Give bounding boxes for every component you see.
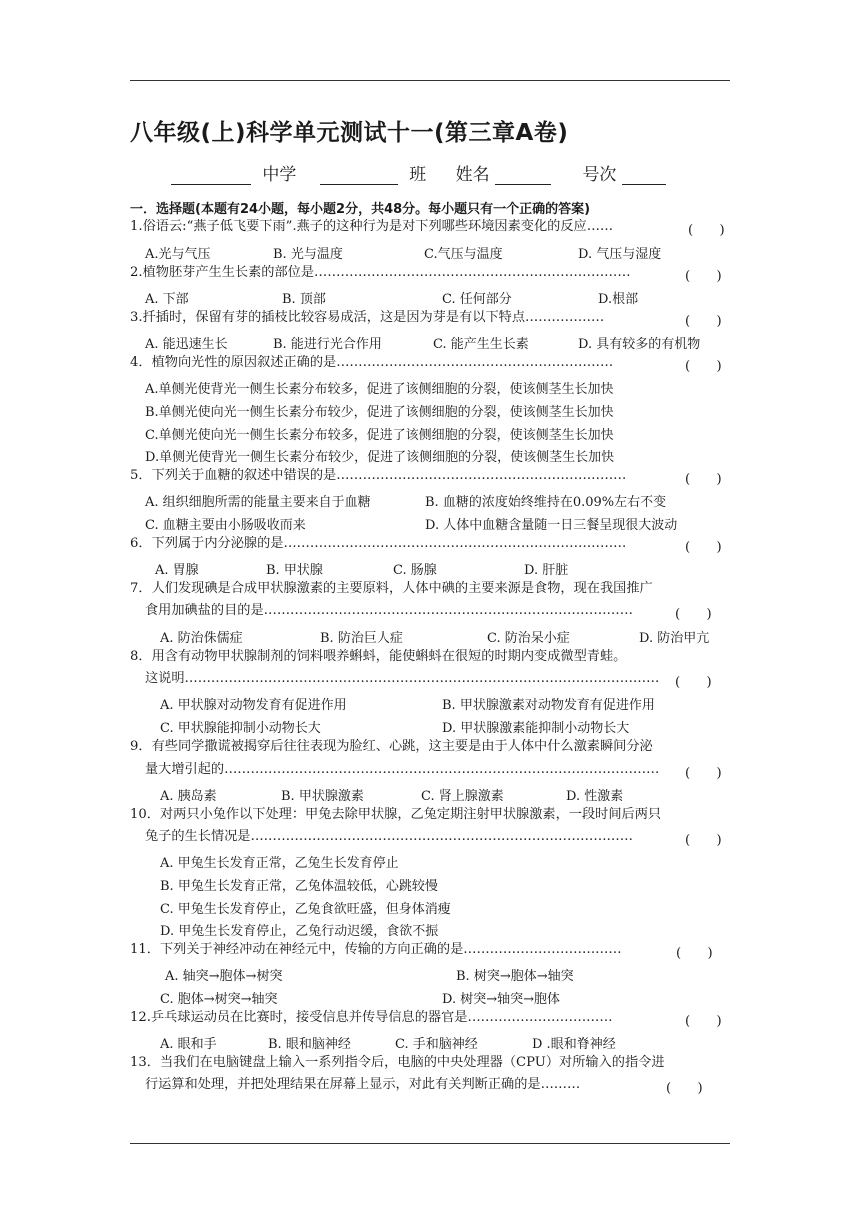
option-d[interactable]: D. 甲兔生长发育停止，乙兔行动迟缓，食欲不振 bbox=[160, 924, 439, 939]
option-b[interactable]: B. 甲状腺激素对动物发育有促进作用 bbox=[442, 698, 655, 713]
school-label: 中学 bbox=[262, 165, 297, 185]
school-blank[interactable] bbox=[171, 166, 251, 185]
option-c[interactable]: C. 甲状腺能抑制小动物长大 bbox=[160, 721, 321, 736]
option-b[interactable]: B. 甲状腺激素 bbox=[281, 789, 364, 804]
option-a[interactable]: A. 眼和手 bbox=[160, 1037, 217, 1052]
number-label: 号次 bbox=[582, 165, 617, 185]
page-title: 八年级(上)科学单元测试十一(第三章A卷) bbox=[130, 120, 569, 146]
option-b[interactable]: B. 树突→胞体→轴突 bbox=[456, 969, 574, 984]
answer-paren[interactable]: ( ) bbox=[675, 607, 712, 622]
option-a[interactable]: A. 下部 bbox=[145, 292, 189, 307]
question-11-line-1: 11．下列关于神经冲动在神经元中，传输的方向正确的是……………………………… bbox=[130, 942, 622, 957]
option-d[interactable]: D.单侧光使背光一侧生长素分布较少，促进了该侧细胞的分裂，使该侧茎生长加快 bbox=[145, 450, 615, 465]
option-a[interactable]: A. 轴突→胞体→树突 bbox=[165, 969, 283, 984]
option-a[interactable]: A. 组织细胞所需的能量主要来自于血糖 bbox=[145, 495, 371, 510]
question-2-line-1: 2.植物胚芽产生生长素的部位是……………………………………………………………… bbox=[130, 265, 631, 280]
name-blank[interactable] bbox=[495, 166, 551, 185]
question-13-line-1: 13．当我们在电脑键盘上输入一系列指令后，电脑的中央处理器（CPU）对所输入的指令进 bbox=[130, 1055, 665, 1070]
question-9-line-1: 9．有些同学撒谎被揭穿后往往表现为脸红、心跳，这主要是由于人体中什么激素瞬间分泌 bbox=[130, 739, 653, 754]
bottom-rule bbox=[130, 1143, 730, 1144]
question-8-line-1: 8．用含有动物甲状腺制剂的饲料喂养蝌蚪，能使蝌蚪在很短的时期内变成微型青蛙。 bbox=[130, 649, 627, 664]
option-d[interactable]: D. 气压与湿度 bbox=[578, 247, 662, 262]
option-b[interactable]: B. 甲状腺 bbox=[266, 563, 323, 578]
student-info-line bbox=[171, 160, 666, 185]
answer-paren[interactable]: ( ) bbox=[685, 1014, 722, 1029]
option-c[interactable]: C. 胞体→树突→轴突 bbox=[160, 992, 278, 1007]
option-d[interactable]: D. 甲状腺激素能抑制小动物长大 bbox=[442, 721, 630, 736]
option-a[interactable]: A. 胃腺 bbox=[155, 563, 199, 578]
answer-paren[interactable]: ( ) bbox=[688, 223, 725, 238]
answer-paren[interactable]: ( ) bbox=[685, 269, 722, 284]
option-b[interactable]: B. 血糖的浓度始终维持在0.09%左右不变 bbox=[425, 495, 667, 510]
option-c[interactable]: C. 防治呆小症 bbox=[487, 631, 570, 646]
option-a[interactable]: A. 甲状腺对动物发育有促进作用 bbox=[160, 698, 347, 713]
option-a[interactable]: A. 能迅速生长 bbox=[145, 337, 228, 352]
option-c[interactable]: C. 甲兔生长发育停止，乙兔食欲旺盛，但身体消瘦 bbox=[160, 902, 451, 917]
top-rule bbox=[130, 80, 730, 81]
option-a[interactable]: A.单侧光使背光一侧生长素分布较多，促进了该侧细胞的分裂，使该侧茎生长加快 bbox=[145, 382, 614, 397]
question-6-line-1: 6．下列属于内分泌腺的是…………………………………………………………………… bbox=[130, 536, 627, 551]
option-c[interactable]: C. 血糖主要由小肠吸收而来 bbox=[145, 518, 306, 533]
option-d[interactable]: D. 防治甲亢 bbox=[639, 631, 710, 646]
option-d[interactable]: D. 树突→轴突→胞体 bbox=[442, 992, 561, 1007]
option-d[interactable]: D. 肝脏 bbox=[524, 563, 569, 578]
option-d[interactable]: D .眼和脊神经 bbox=[532, 1037, 616, 1052]
option-a[interactable]: A. 胰岛素 bbox=[160, 789, 217, 804]
question-1-line-1: 1.俗语云:“燕子低飞要下雨”.燕子的这种行为是对下列哪些环境因素变化的反应…… bbox=[130, 219, 614, 234]
option-d[interactable]: D. 性激素 bbox=[566, 789, 624, 804]
question-10-line-2: 兔子的生长情况是…………………………………………………………………………… bbox=[145, 829, 633, 844]
option-d[interactable]: D. 具有较多的有机物 bbox=[578, 337, 701, 352]
question-13-line-2: 行运算和处理，并把处理结果在屏幕上显示，对此有关判断正确的是……… bbox=[145, 1077, 581, 1092]
option-b[interactable]: B. 能进行光合作用 bbox=[273, 337, 382, 352]
answer-paren[interactable]: ( ) bbox=[685, 833, 722, 848]
question-7-line-1: 7．人们发现碘是合成甲状腺激素的主要原料，人体中碘的主要来源是食物，现在我国推广 bbox=[130, 581, 653, 596]
class-label: 班 bbox=[409, 165, 427, 185]
option-d[interactable]: D.根部 bbox=[598, 292, 639, 307]
option-a[interactable]: A.光与气压 bbox=[145, 247, 211, 262]
answer-paren[interactable]: ( ) bbox=[685, 540, 722, 555]
option-d[interactable]: D. 人体中血糖含量随一日三餐呈现很大波动 bbox=[425, 518, 678, 533]
option-c[interactable]: C. 肾上腺激素 bbox=[421, 789, 504, 804]
name-label: 姓名 bbox=[455, 165, 490, 185]
question-10-line-1: 10．对两只小兔作以下处理：甲兔去除甲状腺，乙兔定期注射甲状腺激素，一段时间后两只 bbox=[130, 807, 662, 822]
question-8-line-2: 这说明……………………………………………………………………………………………… bbox=[145, 671, 660, 686]
option-b[interactable]: B. 眼和脑神经 bbox=[268, 1037, 351, 1052]
answer-paren[interactable]: ( ) bbox=[685, 314, 722, 329]
option-b[interactable]: B.单侧光使向光一侧生长素分布较少，促进了该侧细胞的分裂，使该侧茎生长加快 bbox=[145, 405, 614, 420]
answer-paren[interactable]: ( ) bbox=[675, 675, 712, 690]
question-9-line-2: 量大增引起的……………………………………………………………………………………… bbox=[145, 762, 660, 777]
question-12-line-1: 12.乒乓球运动员在比赛时，接受信息并传导信息的器官是…………………………… bbox=[130, 1010, 613, 1025]
answer-paren[interactable]: ( ) bbox=[685, 359, 722, 374]
option-c[interactable]: C. 手和脑神经 bbox=[395, 1037, 478, 1052]
option-c[interactable]: C.气压与温度 bbox=[424, 247, 503, 262]
section-heading: 一．选择题(本题有24小题，每小题2分，共48分。每小题只有一个正确的答案) bbox=[130, 202, 591, 217]
option-c[interactable]: C. 肠腺 bbox=[393, 563, 437, 578]
class-blank[interactable] bbox=[320, 166, 398, 185]
option-b[interactable]: B. 甲兔生长发育正常，乙兔体温较低，心跳较慢 bbox=[160, 879, 438, 894]
option-c[interactable]: C. 任何部分 bbox=[442, 292, 512, 307]
number-blank[interactable] bbox=[622, 166, 666, 185]
option-a[interactable]: A. 防治侏儒症 bbox=[160, 631, 243, 646]
option-c[interactable]: C. 能产生生长素 bbox=[433, 337, 529, 352]
question-5-line-1: 5．下列关于血糖的叙述中错误的是………………………………………………………… bbox=[130, 468, 627, 483]
option-b[interactable]: B. 顶部 bbox=[282, 292, 326, 307]
option-a[interactable]: A. 甲兔生长发育正常，乙兔生长发育停止 bbox=[160, 856, 399, 871]
answer-paren[interactable]: ( ) bbox=[676, 946, 713, 961]
option-b[interactable]: B. 防治巨人症 bbox=[320, 631, 403, 646]
answer-paren[interactable]: ( ) bbox=[685, 766, 722, 781]
answer-paren[interactable]: ( ) bbox=[685, 472, 722, 487]
question-3-line-1: 3.扦插时，保留有芽的插枝比较容易成活，这是因为芽是有以下特点……………… bbox=[130, 310, 605, 325]
question-4-line-1: 4．植物向光性的原因叙述正确的是……………………………………………………… bbox=[130, 355, 614, 370]
answer-paren[interactable]: ( ) bbox=[666, 1081, 703, 1096]
question-7-line-2: 食用加碘盐的目的是………………………………………………………………………… bbox=[145, 603, 633, 618]
option-b[interactable]: B. 光与温度 bbox=[273, 247, 343, 262]
option-c[interactable]: C.单侧光使向光一侧生长素分布较多，促进了该侧细胞的分裂，使该侧茎生长加快 bbox=[145, 428, 614, 443]
